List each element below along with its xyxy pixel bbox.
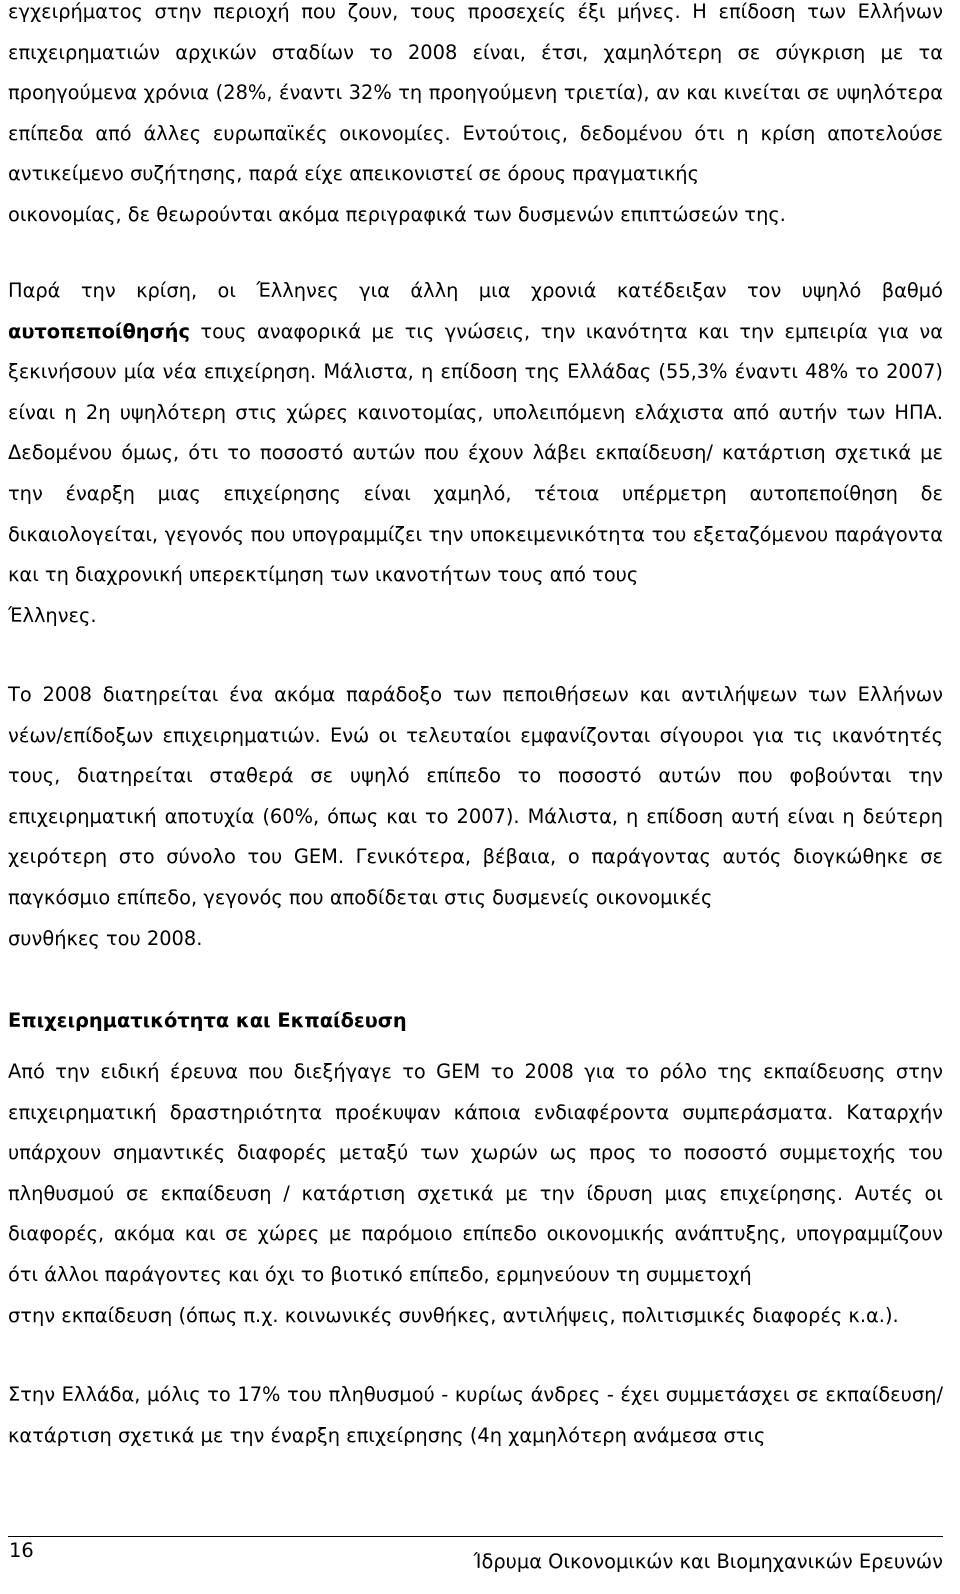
text-line: Το 2008 διατηρείται ένα ακόμα παράδοξο των πεποιθήσεων και αντιλήψεων των Ελλήνων [8, 683, 943, 706]
text-line: εγχειρήματος στην περιοχή που ζουν, τους προσεχείς έξι μήνες. Η επίδοση των Ελλήνων [8, 0, 943, 23]
text-line: ξεκινήσουν μία νέα επιχείρηση. Μάλιστα, η επίδοση της Ελλάδας (55,3% έναντι 48% το [8, 360, 879, 384]
text-line: κατάρτιση σχετικά με την έναρξη μιας επιχείρησης είναι χαμηλό, τέτοια υπέρμετρη [8, 441, 943, 505]
text-line: προηγούμενα χρόνια (28%, έναντι 32% τη προηγούμενη τριετία), αν και κινείται σε [8, 81, 830, 105]
text-line: 2007) είναι η 2η υψηλότερη στις χώρες καινοτομίας, υπολειπόμενη ελάχιστα από αυτήν [8, 360, 943, 424]
text-line: πληθυσμού σε εκπαίδευση / κατάρτιση σχετικά με την ίδρυση μιας επιχείρησης. Αυτές οι [8, 1181, 943, 1205]
footer-divider [8, 1536, 943, 1537]
text-line: εκπαίδευση/ κατάρτιση σχετικά με την έναρξη επιχείρησης (4η χαμηλότερη ανάμεσα στις [8, 1383, 943, 1447]
paragraph-self-confidence [8, 271, 943, 636]
text-line: δεύτερη χειρότερη στο σύνολο του GEM. Γενικότερα, βέβαια, ο παράγοντας αυτός [8, 804, 943, 869]
text-line: των ΗΠΑ. Δεδομένου όμως, ότι το ποσοστό αυτών που έχουν λάβει εκπαίδευση/ [8, 400, 944, 465]
section-heading: Επιχειρηματικότητα και Εκπαίδευση [8, 1009, 407, 1032]
footer-organization: Ίδρυμα Οικονομικών και Βιομηχανικών Ερευνών [473, 1550, 943, 1573]
text-line: υψηλότερα επίπεδα από άλλες ευρωπαϊκές οικονομίες. Εντούτοις, δεδομένου ότι η κρίση [8, 81, 943, 145]
paragraph-early-stage-entrepreneurs [8, 0, 943, 236]
text-line: εξεταζόμενου παράγοντα και τη διαχρονική υπερεκτίμηση των ικανοτήτων τους από τους [8, 522, 943, 587]
text-line: επιχειρηματική δραστηριότητα προέκυψαν κάποια ενδιαφέροντα συμπεράσματα. Καταρχήν [8, 1100, 943, 1124]
page-number: 16 [9, 1539, 34, 1562]
text-line: οικονομίας, δε θεωρούνται ακόμα περιγραφικά των δυσμενών επιπτώσεών της. [8, 202, 786, 226]
text-line: επιχειρηματική αποτυχία (60%, όπως και το 2007). Μάλιστα, η επίδοση αυτή είναι η [8, 804, 855, 828]
emphasized-word: αυτοπεποίθησής [8, 319, 190, 343]
text-line: διαφορές, ακόμα και σε χώρες με παρόμοιο επίπεδο οικονομικής ανάπτυξης, [8, 1222, 787, 1246]
text-line: αποτελούσε αντικείμενο συζήτησης, παρά είχε απεικονιστεί σε όρους πραγματικής [8, 121, 943, 186]
text-line: αυτοπεποίθηση δε δικαιολογείται, γεγονός που υπογραμμίζει την υποκειμενικότητα του [8, 481, 943, 546]
text-line: στην εκπαίδευση (όπως π.χ. κοινωνικές συνθήκες, αντιλήψεις, πολιτισμικές διαφορές κ.α.). [8, 1303, 899, 1327]
text-line: Έλληνες. [8, 603, 97, 627]
text-line: Από την ειδική έρευνα που διεξήγαγε το GEM το 2008 για το ρόλο της εκπαίδευσης στην [8, 1060, 943, 1083]
text-line: Στην Ελλάδα, μόλις το 17% του πληθυσμού - κυρίως άνδρες - έχει συμμετάσχει σε [8, 1383, 819, 1406]
paragraph-education-survey [8, 1052, 943, 1336]
text-line: Παρά την κρίση, οι Έλληνες για άλλη μια χρονιά κατέδειξαν τον υψηλό βαθμό [8, 279, 943, 302]
text-line: συνθήκες του 2008. [8, 926, 203, 950]
text-line: υπάρχουν σημαντικές διαφορές μεταξύ των χωρών ως προς το ποσοστό συμμετοχής του [8, 1141, 943, 1165]
text-fragment: τους αναφορικά με τις γνώσεις, την ικανότητα και την εμπειρία για να [190, 319, 943, 343]
paragraph-greece-education [8, 1375, 943, 1456]
text-line: διογκώθηκε σε παγκόσμιο επίπεδο, γεγονός που αποδίδεται στις δυσμενείς οικονομικές [8, 845, 943, 909]
text-line: επιχειρηματιών αρχικών σταδίων το 2008 είναι, έτσι, χαμηλότερη σε σύγκριση με τα [8, 40, 943, 64]
text-line: τους, διατηρείται σταθερά σε υψηλό επίπεδο το ποσοστό αυτών που φοβούνται την [8, 764, 943, 788]
paragraph-fear-of-failure [8, 675, 943, 959]
text-line: υπογραμμίζουν ότι άλλοι παράγοντες και όχι το βιοτικό επίπεδο, ερμηνεύουν τη συμμετοχή [8, 1222, 944, 1286]
text-line: νέων/επίδοξων επιχειρηματιών. Ενώ οι τελευταίοι εμφανίζονται σίγουροι για τις ικανότητές [8, 723, 943, 747]
